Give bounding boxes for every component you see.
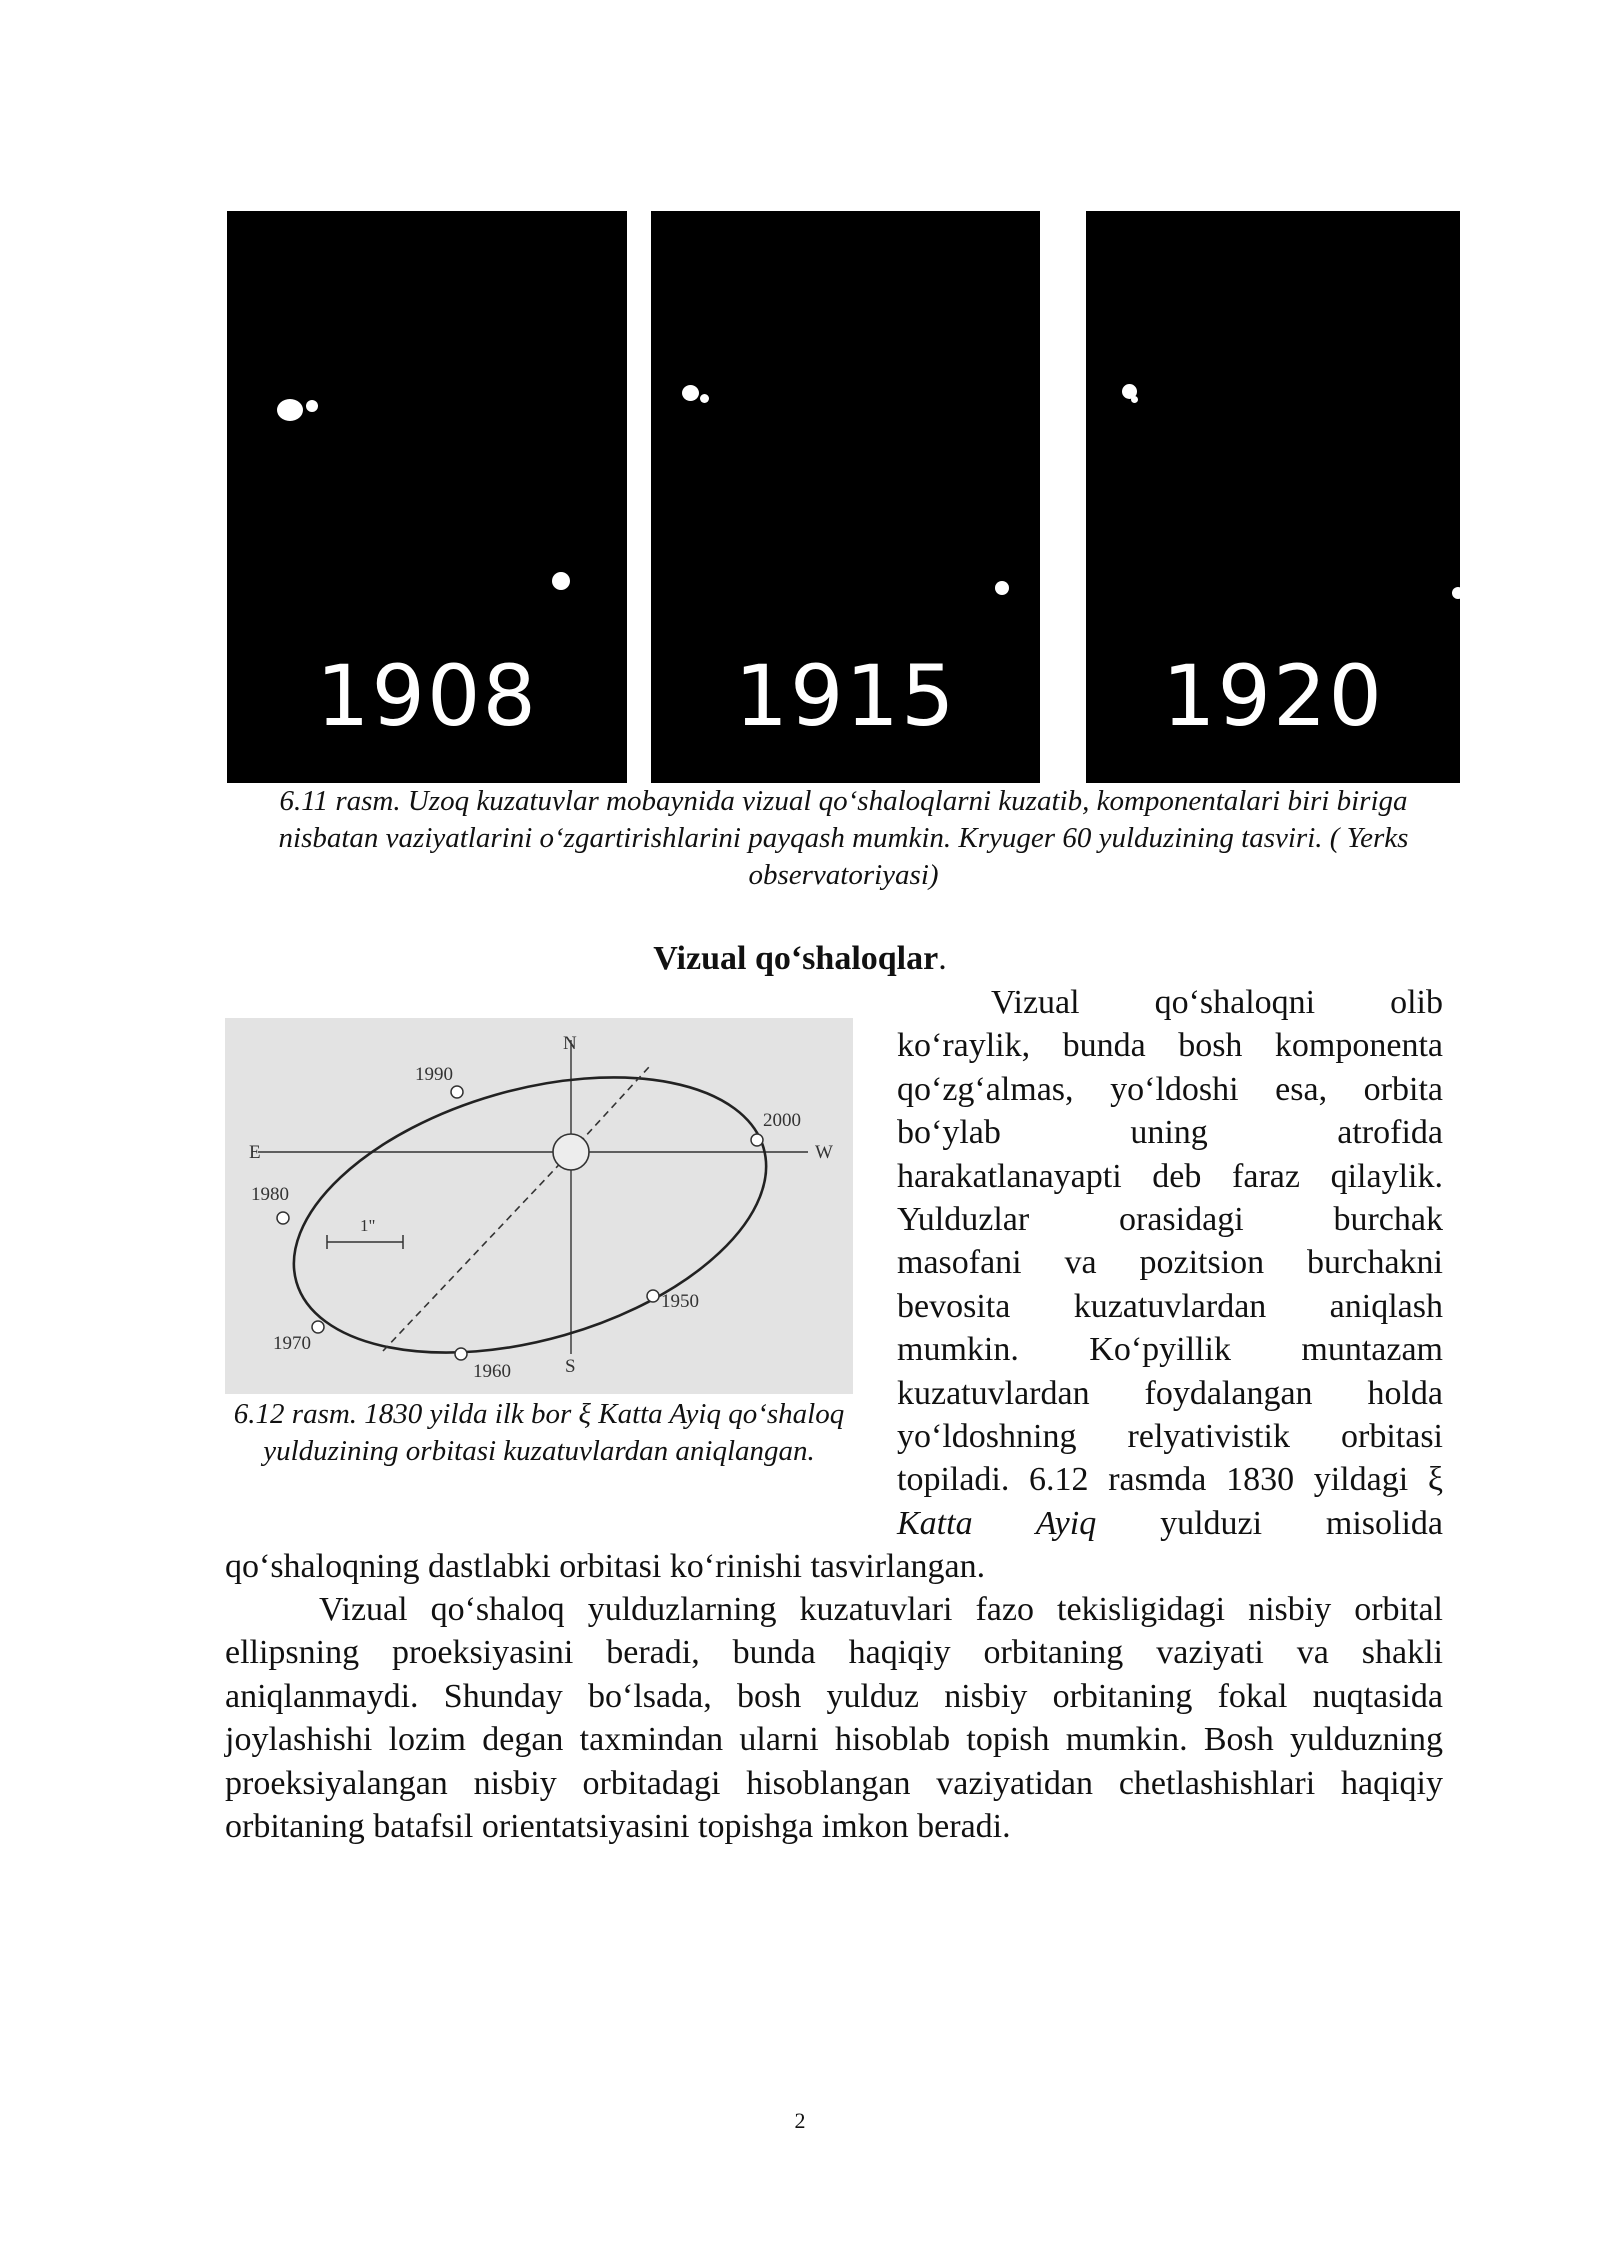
primary-star (277, 399, 303, 421)
epoch-label-1980: 1980 (251, 1184, 289, 1205)
epoch-marker-2000 (751, 1134, 763, 1146)
north-label: N (563, 1033, 577, 1054)
star-name-italic: Katta Ayiq (897, 1504, 1097, 1542)
figure-6-12-caption: 6.12 rasm. 1830 yilda ilk bor ξ Katta Ayiq qo‘shaloq yulduzining orbitasi kuzatuvlardan aniqlangan. (233, 1398, 845, 1467)
epoch-marker-1950 (647, 1290, 659, 1302)
west-label: W (815, 1142, 833, 1163)
reference-star (1452, 587, 1464, 599)
text-line (897, 1502, 1443, 1545)
text-fragment: yulduzi misolida (1160, 1504, 1444, 1542)
orbit-svg (225, 1018, 853, 1394)
section-title-period: . (938, 940, 947, 977)
page-number: 2 (794, 2108, 806, 2133)
reference-star (995, 581, 1009, 595)
epoch-marker-1980 (277, 1212, 289, 1224)
text-line: topiladi. 6.12 rasmda 1830 yildagi ξ (897, 1461, 1443, 1499)
photo-panel-1915 (651, 211, 1040, 783)
figure-6-11-photos (227, 211, 1460, 783)
reference-star (552, 572, 570, 590)
companion-star (700, 394, 709, 403)
text-line: masofani va pozitsion burchakni (897, 1244, 1443, 1282)
photo-panel-1908 (227, 211, 627, 783)
body-paragraph-2: Vizual qo‘shaloq yulduzlarning kuzatuvlari fazo tekisligidagi nisbiy orbital ellipsning proeksiyasini beradi, bunda haqiqiy orbitaning vaziyati va shakli aniqlanmaydi. Shunday bo‘lsada, bosh yulduz nisbiy orbitaning fokal nuqtasida joylashishi lozim degan taxmindan ularni hisoblab topish mumkin. Bosh yulduzning proeksiyalangan nisbiy orbitadagi hisoblangan vaziyatidan chetlashishlari haqiqiy orbitaning batafsil orientatsiyasini topishga imkon beradi. (225, 1591, 1443, 1846)
epoch-label-1970: 1970 (273, 1333, 311, 1354)
text-line: bo‘ylab uning atrofida (897, 1114, 1443, 1152)
text-line: Yulduzlar orasidagi burchak (897, 1201, 1443, 1239)
east-label: E (249, 1142, 261, 1163)
year-label: 1920 (1162, 647, 1384, 745)
text-line: harakatlanayapti deb faraz qilaylik. (897, 1157, 1443, 1195)
companion-star (1131, 396, 1138, 403)
figure-6-12-orbit-diagram (225, 1018, 853, 1394)
primary-star-marker (553, 1134, 589, 1170)
section-title (0, 940, 1600, 978)
text-line: qo‘zg‘almas, yo‘ldoshi esa, orbita (897, 1070, 1443, 1108)
figure-6-11-caption: 6.11 rasm. Uzoq kuzatuvlar mobaynida vizual qo‘shaloqlarni kuzatib, komponentalari biri biriga nisbatan vaziyatlarini o‘zgartirishlarini payqash mumkin. Kryuger 60 yulduzining tasviri. ( Yerks observatoriyasi) (278, 785, 1409, 891)
epoch-label-1990: 1990 (415, 1064, 453, 1085)
south-label: S (565, 1356, 576, 1377)
text-line: bevosita kuzatuvlardan aniqlash (897, 1287, 1443, 1325)
year-label: 1908 (316, 647, 538, 745)
text-line: Vizual qo‘shaloqni olib (991, 984, 1443, 1021)
epoch-label-2000: 2000 (763, 1110, 801, 1131)
text-line: kuzatuvlardan foydalangan holda (897, 1374, 1443, 1412)
year-label: 1915 (734, 647, 957, 745)
text-line: yo‘ldoshning relyativistik orbitasi (897, 1418, 1443, 1456)
scale-label: 1" (360, 1216, 376, 1235)
body-paragraph-1 (897, 981, 1443, 1545)
epoch-marker-1990 (451, 1086, 463, 1098)
text-line: mumkin. Ko‘pyillik muntazam (897, 1331, 1443, 1369)
epoch-label-1960: 1960 (473, 1361, 511, 1382)
companion-star (306, 400, 318, 412)
body-paragraph-1-end: qo‘shaloqning dastlabki orbitasi ko‘rinishi tasvirlangan. (225, 1548, 986, 1585)
line-of-apsides (383, 1152, 571, 1351)
epoch-marker-1960 (455, 1348, 467, 1360)
section-title-text: Vizual qo‘shaloqlar (653, 940, 939, 977)
epoch-marker-1970 (312, 1321, 324, 1333)
text-line: ko‘raylik, bunda bosh komponenta (897, 1027, 1443, 1065)
photo-panel-1920 (1086, 211, 1460, 783)
primary-star (682, 385, 699, 401)
epoch-label-1950: 1950 (661, 1291, 699, 1312)
relative-orbit-ellipse (262, 1028, 798, 1394)
